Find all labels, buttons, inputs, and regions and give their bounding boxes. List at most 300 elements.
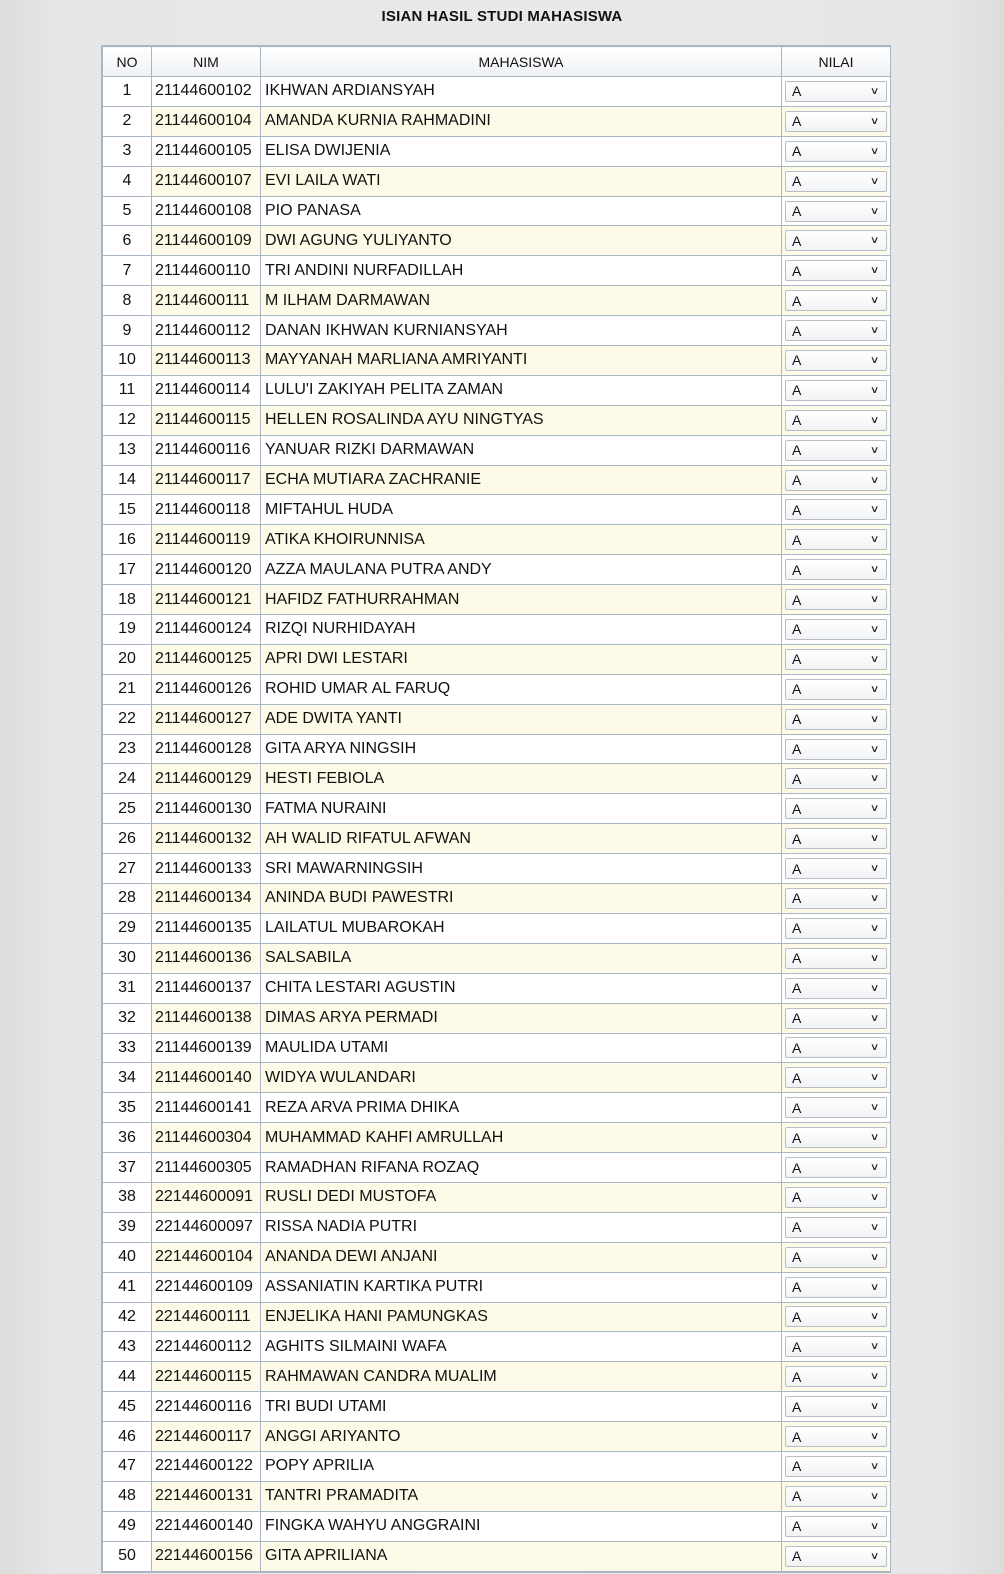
chevron-down-icon: ∨ [869,1162,880,1173]
row-number: 13 [103,435,152,465]
table-row [103,1123,891,1153]
grade-select-value: A [792,1099,802,1116]
grade-select[interactable] [785,230,887,251]
chevron-down-icon: ∨ [869,1102,880,1114]
student-nim: 21144600109 [152,226,261,256]
grade-select[interactable] [785,798,887,819]
grade-select-value: A [792,352,802,369]
row-number: 6 [103,226,152,256]
chevron-down-icon: ∨ [869,653,880,665]
table-row [103,1422,891,1452]
student-nim: 21144600126 [152,674,261,704]
grade-select-value: A [792,1219,802,1236]
table-row [103,1272,891,1302]
grade-cell [782,435,891,465]
column-header-no: NO [103,47,152,77]
chevron-down-icon: ∨ [869,892,880,904]
grade-select-value: A [792,203,802,219]
grade-select[interactable] [785,290,887,311]
column-header-nilai: NILAI [782,47,891,77]
grade-select[interactable] [785,440,887,461]
grade-cell [782,525,891,555]
grade-select[interactable] [785,649,887,670]
grade-select-value: A [792,1129,802,1146]
table-row [103,1362,891,1392]
chevron-down-icon: ∨ [869,444,880,456]
chevron-down-icon: ∨ [869,952,880,964]
student-nim: 21144600125 [152,644,261,674]
chevron-down-icon: ∨ [869,384,880,396]
table-row [103,1302,891,1332]
grade-select-value: A [792,1039,802,1056]
grade-cell [782,136,891,166]
student-name: ENJELIKA HANI PAMUNGKAS [261,1302,782,1332]
student-nim: 21144600141 [152,1093,261,1123]
student-name: RISSA NADIA PUTRI [261,1212,782,1242]
table-row [103,1511,891,1541]
student-name: ANINDA BUDI PAWESTRI [261,884,782,914]
chevron-down-icon: ∨ [869,1221,880,1233]
table-row [103,435,891,465]
grade-select[interactable] [785,1516,887,1537]
grade-select-value: A [792,651,802,668]
row-number: 49 [103,1511,152,1541]
chevron-down-icon: ∨ [869,1012,880,1024]
student-name: GITA APRILIANA [261,1541,782,1571]
grade-select[interactable] [785,1157,887,1178]
grade-select[interactable] [785,1336,887,1357]
grade-select[interactable] [785,111,887,132]
table-row [103,465,891,495]
grade-select-value: A [792,920,802,937]
row-number: 29 [103,913,152,943]
grade-select[interactable] [785,1306,887,1327]
student-nim: 22144600097 [152,1212,261,1242]
chevron-down-icon: ∨ [869,713,880,725]
student-nim: 22144600112 [152,1332,261,1362]
student-nim: 22144600116 [152,1392,261,1422]
grade-select-value: A [792,1488,802,1505]
grade-select[interactable] [785,1008,887,1029]
grade-select-value: A [792,412,802,429]
chevron-down-icon: ∨ [869,1520,880,1532]
chevron-down-icon: ∨ [869,534,880,546]
table-row [103,405,891,435]
row-number: 39 [103,1212,152,1242]
grade-cell [782,764,891,794]
grade-cell [782,824,891,854]
grade-cell [782,256,891,286]
grade-select[interactable] [785,1277,887,1298]
student-nim: 21144600140 [152,1063,261,1093]
chevron-down-icon: ∨ [869,1550,880,1562]
table-row [103,704,891,734]
chevron-down-icon: ∨ [869,982,880,994]
row-number: 50 [103,1541,152,1571]
row-number: 33 [103,1033,152,1063]
student-nim: 21144600135 [152,913,261,943]
chevron-down-icon: ∨ [869,1490,880,1502]
chevron-down-icon: ∨ [869,773,880,785]
grade-select[interactable] [785,320,887,341]
grade-cell [782,346,891,376]
student-name: YANUAR RIZKI DARMAWAN [261,435,782,465]
grade-select[interactable] [785,1456,887,1477]
table-row [103,316,891,346]
chevron-down-icon: ∨ [869,1401,880,1413]
table-row [103,346,891,376]
grade-select-value: A [792,741,802,758]
grade-select[interactable] [785,1067,887,1088]
grade-cell [782,1272,891,1302]
row-number: 36 [103,1123,152,1153]
chevron-down-icon: ∨ [869,1341,880,1353]
student-name: RAHMAWAN CANDRA MUALIM [261,1362,782,1392]
grade-cell [782,1063,891,1093]
row-number: 8 [103,286,152,316]
table-row [103,973,891,1003]
table-row [103,77,891,107]
row-number: 43 [103,1332,152,1362]
grade-select[interactable] [785,1217,887,1238]
grade-select[interactable] [785,858,887,879]
grade-cell [782,644,891,674]
student-name: ANGGI ARIYANTO [261,1422,782,1452]
table-row [103,794,891,824]
row-number: 26 [103,824,152,854]
grade-cell [782,1332,891,1362]
grade-select[interactable] [785,1396,887,1417]
row-number: 35 [103,1093,152,1123]
table-row [103,1242,891,1272]
page-title: ISIAN HASIL STUDI MAHASISWA [381,8,623,25]
grade-select-value: A [792,292,802,309]
grade-select-value: A [792,442,802,459]
grade-select-value: A [792,1159,802,1176]
grade-cell [782,734,891,764]
table-row [103,1451,891,1481]
grade-select[interactable] [785,739,887,760]
grade-select-value: A [792,681,802,698]
table-row [103,166,891,196]
grade-cell [782,1362,891,1392]
chevron-down-icon: ∨ [869,85,880,97]
student-name: RAMADHAN RIFANA ROZAQ [261,1153,782,1183]
grade-cell [782,973,891,1003]
student-nim: 21144600111 [152,286,261,316]
student-nim: 21144600128 [152,734,261,764]
chevron-down-icon: ∨ [869,1072,880,1084]
chevron-down-icon: ∨ [869,205,880,217]
grade-select[interactable] [785,171,887,192]
row-number: 31 [103,973,152,1003]
grade-select[interactable] [785,1486,887,1507]
grade-cell [782,704,891,734]
grade-cell [782,1392,891,1422]
student-nim: 21144600104 [152,106,261,136]
student-nim: 22144600091 [152,1182,261,1212]
grade-select[interactable] [785,589,887,610]
grade-cell [782,1093,891,1123]
student-nim: 21144600127 [152,704,261,734]
grade-select-value: A [792,173,802,190]
grade-select[interactable] [785,260,887,281]
grade-select[interactable] [785,679,887,700]
row-number: 41 [103,1272,152,1302]
grade-select-value: A [792,143,802,160]
student-name: SALSABILA [261,943,782,973]
student-nim: 21144600118 [152,495,261,525]
chevron-down-icon: ∨ [869,235,880,247]
student-name: MAULIDA UTAMI [261,1033,782,1063]
student-nim: 21144600105 [152,136,261,166]
row-number: 38 [103,1182,152,1212]
column-header-nim: NIM [152,47,261,77]
grade-select-value: A [792,1249,802,1266]
table-row [103,1063,891,1093]
row-number: 32 [103,1003,152,1033]
chevron-down-icon: ∨ [869,295,880,307]
chevron-down-icon: ∨ [869,474,880,486]
row-number: 27 [103,854,152,884]
grade-select-value: A [792,950,802,967]
chevron-down-icon: ∨ [869,743,880,755]
student-name: AGHITS SILMAINI WAFA [261,1332,782,1362]
grade-select[interactable] [785,828,887,849]
table-row [103,674,891,704]
grade-select[interactable] [785,1247,887,1268]
grade-select-value: A [792,980,802,997]
student-nim: 21144600129 [152,764,261,794]
chevron-down-icon: ∨ [869,414,880,426]
grade-cell [782,465,891,495]
grade-select[interactable] [785,978,887,999]
table-row [103,585,891,615]
student-nim: 21144600130 [152,794,261,824]
grade-select[interactable] [785,1037,887,1058]
student-nim: 21144600102 [152,77,261,107]
chevron-down-icon: ∨ [869,1281,880,1293]
student-nim: 21144600114 [152,375,261,405]
column-header-mahasiswa: MAHASISWA [261,47,782,77]
chevron-down-icon: ∨ [869,564,880,576]
chevron-down-icon: ∨ [869,803,880,815]
row-number: 48 [103,1481,152,1511]
grade-select-value: A [792,770,802,787]
grade-select[interactable] [785,619,887,640]
table-header-row [103,47,891,77]
grade-select[interactable] [785,1366,887,1387]
chevron-down-icon: ∨ [869,325,880,337]
chevron-down-icon: ∨ [869,922,880,934]
student-name: RUSLI DEDI MUSTOFA [261,1182,782,1212]
grade-select[interactable] [785,918,887,939]
grade-cell [782,106,891,136]
row-number: 14 [103,465,152,495]
grade-select[interactable] [785,470,887,491]
grade-select-value: A [792,472,802,489]
table-row [103,824,891,854]
student-name: LAILATUL MUBAROKAH [261,913,782,943]
student-nim: 21144600107 [152,166,261,196]
student-name: ECHA MUTIARA ZACHRANIE [261,465,782,495]
table-row [103,286,891,316]
student-nim: 21144600305 [152,1153,261,1183]
student-nim: 21144600121 [152,585,261,615]
chevron-down-icon: ∨ [869,863,880,875]
table-row [103,1541,891,1571]
table-row [103,375,891,405]
table-row [103,1212,891,1242]
grade-select[interactable] [785,1097,887,1118]
grade-cell [782,1212,891,1242]
grade-select[interactable] [785,768,887,789]
table-row [103,644,891,674]
grade-select[interactable] [785,559,887,580]
row-number: 11 [103,375,152,405]
chevron-down-icon: ∨ [869,594,880,606]
table-row [103,525,891,555]
student-name: MUHAMMAD KAHFI AMRULLAH [261,1123,782,1153]
student-name: MIFTAHUL HUDA [261,495,782,525]
chevron-down-icon: ∨ [869,1251,880,1263]
chevron-down-icon: ∨ [869,1431,880,1443]
student-name: WIDYA WULANDARI [261,1063,782,1093]
student-nim: 22144600115 [152,1362,261,1392]
grade-select[interactable] [785,201,887,222]
student-name: HESTI FEBIOLA [261,764,782,794]
grade-select[interactable] [785,350,887,371]
row-number: 21 [103,674,152,704]
student-name: DWI AGUNG YULIYANTO [261,226,782,256]
grade-select[interactable] [785,81,887,102]
row-number: 44 [103,1362,152,1392]
student-nim: 21144600136 [152,943,261,973]
grade-select-value: A [792,531,802,548]
row-number: 17 [103,555,152,585]
row-number: 22 [103,704,152,734]
grade-select-value: A [792,232,802,249]
student-nim: 22144600111 [152,1302,261,1332]
grade-select[interactable] [785,1127,887,1148]
chevron-down-icon: ∨ [869,1460,880,1472]
row-number: 30 [103,943,152,973]
chevron-down-icon: ∨ [869,623,880,635]
grade-cell [782,196,891,226]
grade-select[interactable] [785,410,887,431]
grade-select-value: A [792,1368,802,1385]
student-nim: 22144600104 [152,1242,261,1272]
grade-select-value: A [792,561,802,578]
grade-table [101,45,891,1573]
student-nim: 21144600119 [152,525,261,555]
student-name: M ILHAM DARMAWAN [261,286,782,316]
grade-select[interactable] [785,888,887,909]
grade-select[interactable] [785,1187,887,1208]
student-nim: 21144600108 [152,196,261,226]
student-name: TANTRI PRAMADITA [261,1481,782,1511]
chevron-down-icon: ∨ [869,1311,880,1323]
grade-select-value: A [792,830,802,847]
student-name: LULU'I ZAKIYAH PELITA ZAMAN [261,375,782,405]
student-name: ADE DWITA YANTI [261,704,782,734]
student-nim: 22144600140 [152,1511,261,1541]
grade-cell [782,1541,891,1571]
student-nim: 21144600138 [152,1003,261,1033]
student-nim: 22144600109 [152,1272,261,1302]
student-name: ANANDA DEWI ANJANI [261,1242,782,1272]
grade-select-value: A [792,1010,802,1027]
grade-cell [782,1242,891,1272]
student-name: POPY APRILIA [261,1451,782,1481]
grade-cell [782,884,891,914]
chevron-down-icon: ∨ [869,115,880,127]
grade-cell [782,316,891,346]
grade-cell [782,585,891,615]
student-name: RIZQI NURHIDAYAH [261,615,782,645]
student-name: MAYYANAH MARLIANA AMRIYANTI [261,346,782,376]
grade-select[interactable] [785,709,887,730]
grade-select[interactable] [785,141,887,162]
grade-cell [782,674,891,704]
row-number: 45 [103,1392,152,1422]
student-nim: 21144600112 [152,316,261,346]
chevron-down-icon: ∨ [869,265,880,277]
table-row [103,1153,891,1183]
student-nim: 21144600120 [152,555,261,585]
row-number: 37 [103,1153,152,1183]
row-number: 34 [103,1063,152,1093]
row-number: 23 [103,734,152,764]
table-row [103,854,891,884]
student-name: HAFIDZ FATHURRAHMAN [261,585,782,615]
grade-cell [782,854,891,884]
student-nim: 21144600116 [152,435,261,465]
student-name: SRI MAWARNINGSIH [261,854,782,884]
grade-select-value: A [792,83,802,100]
table-row [103,555,891,585]
grade-cell [782,794,891,824]
grade-cell [782,1123,891,1153]
grade-select[interactable] [785,1426,887,1447]
row-number: 16 [103,525,152,555]
grade-select[interactable] [785,380,887,401]
table-row [103,196,891,226]
table-row [103,106,891,136]
grade-select[interactable] [785,948,887,969]
chevron-down-icon: ∨ [869,833,880,845]
grade-select-value: A [792,1398,802,1415]
row-number: 42 [103,1302,152,1332]
chevron-down-icon: ∨ [869,1371,880,1383]
grade-select-value: A [792,711,802,728]
student-nim: 21144600134 [152,884,261,914]
grade-select[interactable] [785,1546,887,1567]
grade-cell [782,1511,891,1541]
grade-select-value: A [792,890,802,907]
grade-select-value: A [792,1279,802,1296]
student-name: GITA ARYA NINGSIH [261,734,782,764]
grade-select-value: A [792,1428,802,1445]
row-number: 7 [103,256,152,286]
grade-cell [782,77,891,107]
grade-select[interactable] [785,529,887,550]
table-row [103,256,891,286]
student-nim: 22144600131 [152,1481,261,1511]
student-name: DIMAS ARYA PERMADI [261,1003,782,1033]
grade-select[interactable] [785,499,887,520]
student-nim: 21144600124 [152,615,261,645]
